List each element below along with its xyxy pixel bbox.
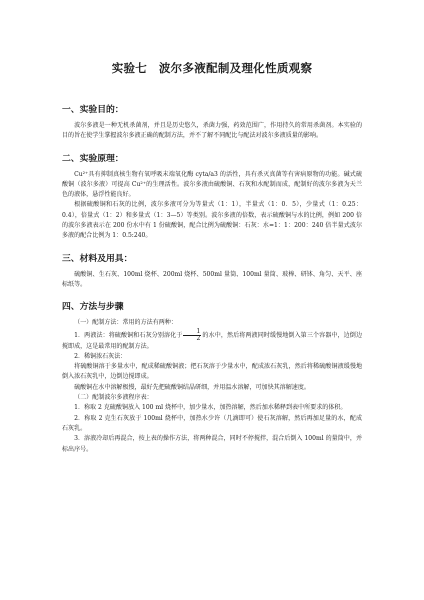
section-materials (62, 251, 362, 291)
page-title: 实验七 波尔多液配制及理化性质观察 (111, 61, 313, 75)
fraction (183, 329, 201, 342)
fraction-denominator: 2 (196, 334, 201, 342)
fraction-numerator: 1 (183, 329, 201, 336)
paragraph: 将硫酸铜溶于多量水中，配成稀硫酸铜液；把石灰溶于少量水中，配成浓石灰乳，然后将稀硫酸铜液缓慢地倒入浓石灰乳中，边倒边搅即成。 (62, 363, 362, 381)
section-heading: 四、方法与步骤 (62, 302, 124, 313)
procedure-step: 3．溶液冷却后再混合，按上表的操作方法，将两种混合，同时不停搅拌，混合后倒入 100ml 的量筒中，并标出序号。 (62, 435, 362, 453)
section-heading: 三、材料及用具： (62, 253, 133, 264)
procedure-step: 1．称取 2 克硫酸铜放入 100 ml 烧杯中，加少量水，加热溶解，然后加水稀释到表中所要求的体积。 (74, 404, 347, 412)
paragraph: 硫酸铜、生石灰、100ml 烧杯、200ml 烧杯、500ml 量筒、100ml 量筒、玻棒、研钵、角匀、天平、座标纸等。 (62, 270, 362, 288)
section-methods (62, 299, 362, 455)
method-text: 的水中，然后将两液同时缓慢地倒入第三个容器中，边倒边搅即成，这是最常用的配制方法。 (62, 331, 362, 350)
paragraph: 根据硫酸铜和石灰的比例，波尔多液可分为等量式（1：1），半量式（1：0．5），少量式（1：0.25：0.4），倍量式（1：2）和多量式（1：3—5）等类别。波尔多液的倍数，表示硫酸铜与水的比例，例如 200 倍的波尔多液表示在 200 份水中有 1 份硫酸铜，配合比例为硫酸铜：石灰：水=1：1：200：240 倍半量式波尔多液的配合比例为 1：0.5:240。 (62, 201, 362, 240)
subheading: （二）配制波尔多液程序表： (74, 394, 153, 402)
section-heading: 一、实验目的： (62, 105, 124, 115)
section-heading: 二、实验原理： (62, 153, 124, 164)
paragraph: 波尔多液是一种无机杀菌剂，并且是历史悠久，杀菌力强，药效范围广，作用持久的常用杀菌剂。本实验的目的旨在使学生掌握波尔多液正确的配制方法，并不了解不同配比与配法对波尔多液质量的影响。 (62, 122, 362, 140)
method-heading: 2．稀铜浓石灰法： (74, 352, 127, 360)
procedure-step: 2．称取 2 克生石灰放于 100ml 烧杯中，加热水少许（几滴即可）使石灰溶解，然后再加足量的水，配成石灰乳。 (62, 414, 362, 432)
section-objective (62, 102, 362, 142)
subheading: （一）配制方法：常用的方法有两种： (74, 319, 177, 327)
section-principle (62, 151, 362, 242)
method-two-solutions (62, 329, 362, 352)
method-text: 1．两液法：将硫酸铜和石灰分别溶化于 (74, 331, 183, 339)
paragraph: Cu²⁺具有抑制真核生物有氧呼吸末端氧化酶 cyta/a3 的活性，具有杀灭真菌等有害病原物的功能。碱式硫酸铜（波尔多液）可提高 Cu²⁺的生理活性。波尔多液由硫酸铜、石灰和水配制而成，配制好的波尔多液为天兰色的液体，悬浮性能良好。 (62, 170, 362, 199)
paragraph: 硫酸铜在水中溶解极慢，最好先把硫酸铜结晶研细，并用温水溶解，可加快其溶解速度。 (74, 383, 310, 391)
